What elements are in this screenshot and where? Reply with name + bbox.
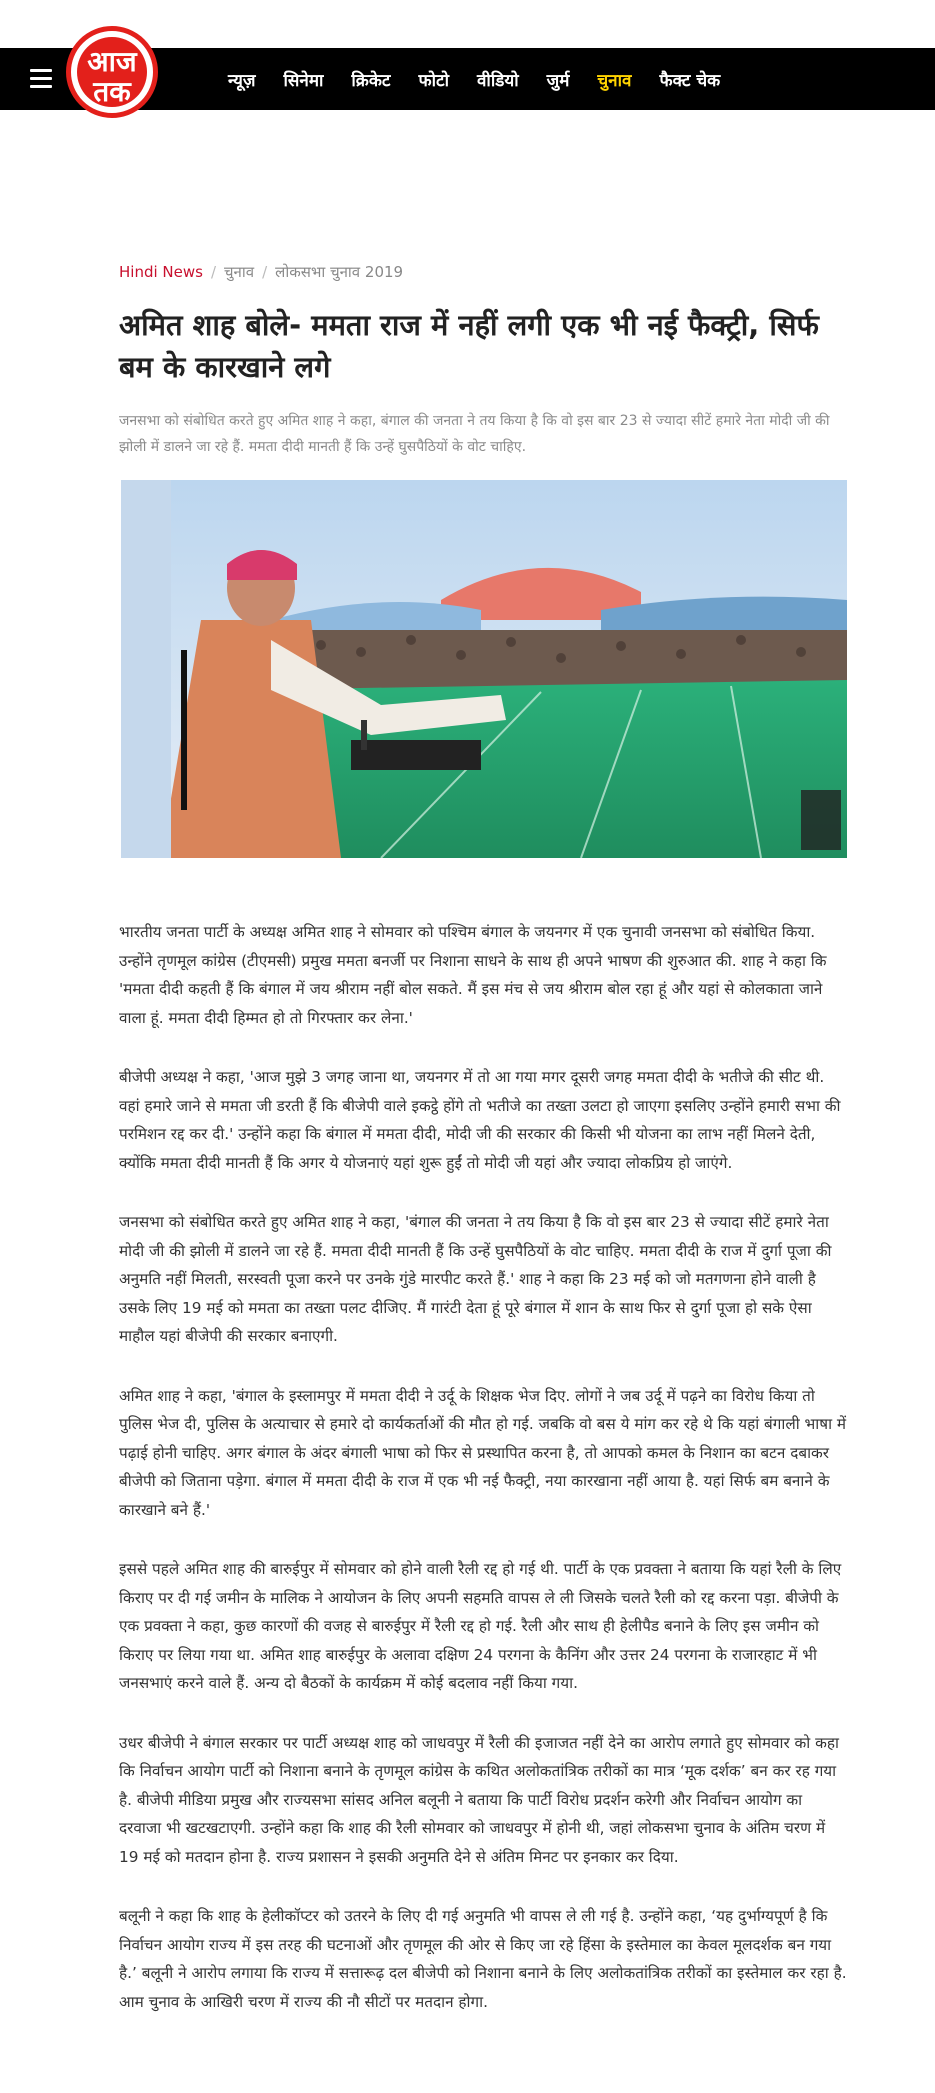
breadcrumb-separator: / bbox=[210, 263, 217, 281]
nav-item-election[interactable]: चुनाव bbox=[597, 70, 632, 91]
main-nav bbox=[228, 48, 748, 110]
logo-line-1: आज bbox=[87, 45, 137, 78]
breadcrumb bbox=[119, 262, 403, 282]
article-body bbox=[119, 918, 849, 2047]
breadcrumb-section[interactable]: चुनाव bbox=[224, 263, 255, 281]
nav-item-cricket[interactable]: क्रिकेट bbox=[351, 70, 391, 91]
nav-item-photo[interactable]: फोटो bbox=[418, 70, 449, 91]
logo-wordmark bbox=[77, 47, 147, 107]
breadcrumb-home[interactable]: Hindi News bbox=[119, 263, 203, 281]
nav-item-crime[interactable]: जुर्म bbox=[546, 70, 570, 91]
article-paragraph: बीजेपी अध्यक्ष ने कहा, 'आज मुझे 3 जगह जाना था, जयनगर में तो आ गया मगर दूसरी जगह ममता दीदी के भतीजे की सीट थी. वहां हमारे जाने से ममता जी डरती हैं कि बीजेपी वाले इकट्ठे होंगे तो भतीजे का तख्ता उलटा हो जाएगा इसलिए उन्होंने हमारी सभा की परमिशन रद्द कर दी.' उन्होंने कहा कि बंगाल में ममता दीदी, मोदी जी की सरकार की किसी भी योजना का लाभ नहीं मिलने देती, क्योंकि ममता दीदी मानती हैं कि अगर ये योजनाएं यहां शुरू हुईं तो मोदी जी यहां और ज्यादा लोकप्रिय हो जाएंगे. bbox=[119, 1068, 841, 1172]
breadcrumb-separator: / bbox=[262, 263, 268, 281]
nav-item-cinema[interactable]: सिनेमा bbox=[283, 70, 324, 91]
article-paragraph: भारतीय जनता पार्टी के अध्यक्ष अमित शाह ने सोमवार को पश्चिम बंगाल के जयनगर में एक चुनावी जनसभा को संबोधित किया. उन्होंने तृणमूल कांग्रेस (टीएमसी) प्रमुख ममता बनर्जी पर निशाना साधने के साथ ही अपने भाषण की शुरुआत की. शाह ने कहा कि 'ममता दीदी कहती हैं कि बंगाल में जय श्रीराम नहीं बोल सकते. मैं इस मंच से जय श्रीराम बोल रहा हूं और यहां से कोलकाता जाने वाला हूं. ममता दीदी हिम्मत हो तो गिरफ्तार कर लेना.' bbox=[119, 923, 827, 1027]
rally-photo-illustration bbox=[121, 480, 847, 858]
article-paragraph: इससे पहले अमित शाह की बारुईपुर में सोमवार को होने वाली रैली रद्द हो गई थी. पार्टी के एक प्रवक्ता ने बताया कि यहां रैली के लिए किराए पर दी गई जमीन के मालिक ने आयोजन के लिए अपनी सहमति वापस ले ली जिसके चलते रैली को रद्द करना पड़ा. बीजेपी के एक प्रवक्ता ने कहा, कुछ कारणों की वजह से बारुईपुर में रैली रद्द हो गई. रैली और साथ ही हेलीपैड बनाने के लिए इस जमीन को किराए पर लिया गया था. अमित शाह बारुईपुर के अलावा दक्षिण 24 परगना के कैनिंग और उत्तर 24 परगना के राजारहाट में भी जनसभाएं करने वाले हैं. अन्य दो बैठकों के कार्यक्रम में कोई बदलाव नहीं किया गया. bbox=[119, 1560, 842, 1692]
logo-line-2: तक bbox=[93, 75, 131, 108]
article-hero-image bbox=[121, 480, 847, 858]
article-paragraph: उधर बीजेपी ने बंगाल सरकार पर पार्टी अध्यक्ष शाह को जाधवपुर में रैली की इजाजत नहीं देने का आरोप लगाते हुए सोमवार को कहा कि निर्वाचन आयोग पार्टी को निशाना बनाने के तृणमूल कांग्रेस के कथित अलोकतांत्रिक तरीकों का मात्र ‘मूक दर्शक’ बन कर रह गया है. बीजेपी मीडिया प्रमुख और राज्यसभा सांसद अनिल बलूनी ने बताया कि पार्टी विरोध प्रदर्शन करेगी और निर्वाचन आयोग का दरवाजा भी खटखटाएगी. उन्होंने कहा कि शाह की रैली सोमवार को जाधवपुर में होनी थी, जहां लोकसभा चुनाव के अंतिम चरण में 19 मई को मतदान होना है. राज्य प्रशासन ने इसकी अनुमति देने से अंतिम मिनट पर इनकार कर दिया. bbox=[119, 1733, 839, 1866]
nav-item-news[interactable]: न्यूज़ bbox=[228, 70, 256, 91]
article-paragraph: अमित शाह ने कहा, 'बंगाल के इस्लामपुर में ममता दीदी ने उर्दू के शिक्षक भेज दिए. लोगों ने जब उर्दू में पढ़ने का विरोध किया तो पुलिस भेज दी, पुलिस के अत्याचार से हमारे दो कार्यकर्ताओं की मौत हो गई. जबकि वो बस ये मांग कर रहे थे कि यहां बंगाली भाषा में पढ़ाई होनी चाहिए. अगर बंगाल के अंदर बंगाली भाषा को फिर से प्रस्थापित करना है, तो आपको कमल के निशान का बटन दबाकर बीजेपी को जिताना पड़ेगा. बंगाल में ममता दीदी के राज में एक भी नई फैक्ट्री, नया कारखाना नहीं आया है. यहां सिर्फ बम बनाने के कारखाने बने हैं.' bbox=[119, 1386, 847, 1519]
breadcrumb-current[interactable]: लोकसभा चुनाव 2019 bbox=[275, 263, 404, 281]
aajtak-logo[interactable] bbox=[66, 26, 158, 118]
nav-item-video[interactable]: वीडियो bbox=[476, 70, 519, 91]
article-summary: जनसभा को संबोधित करते हुए अमित शाह ने कहा, बंगाल की जनता ने तय किया है कि वो इस बार 23 से ज्यादा सीटें हमारे नेता मोदी जी की झोली में डालने जा रहे हैं. ममता दीदी मानती हैं कि उन्हें घुसपैठियों के वोट चाहिए. bbox=[119, 413, 830, 455]
logo-badge bbox=[77, 37, 147, 107]
article-paragraph: बलूनी ने कहा कि शाह के हेलीकॉप्टर को उतरने के लिए दी गई अनुमति भी वापस ले ली गई है. उन्होंने कहा, ‘यह दुर्भाग्यपूर्ण है कि निर्वाचन आयोग राज्य में इस तरह की घटनाओं और तृणमूल की ओर से किए जा रहे हिंसा के इस्तेमाल का केवल मूलदर्शक बन गया है.’ बलूनी ने आरोप लगाया कि राज्य में सत्तारूढ़ दल बीजेपी को निशाना बनाने के लिए अलोकतांत्रिक तरीकों का इस्तेमाल कर रहा है. आम चुनाव के आखिरी चरण में राज्य की नौ सीटों पर मतदान होगा. bbox=[119, 1907, 847, 2011]
article-paragraph: जनसभा को संबोधित करते हुए अमित शाह ने कहा, 'बंगाल की जनता ने तय किया है कि वो इस बार 23 से ज्यादा सीटें हमारे नेता मोदी जी की झोली में डालने जा रहे हैं. ममता दीदी मानती हैं कि उन्हें घुसपैठियों के वोट चाहिए. ममता दीदी के राज में दुर्गा पूजा की अनुमति नहीं मिलती, सरस्वती पूजा करने पर उनके गुंडे मारपीट करते हैं.' शाह ने कहा कि 23 मई को जो मतगणना होने वाली है उसके लिए 19 मई को ममता का तख्ता पलट दीजिए. मैं गारंटी देता हूं पूरे बंगाल में शान के साथ फिर से दुर्गा पूजा हो सके ऐसा माहौल यहां बीजेपी की सरकार बनाएगी. bbox=[119, 1213, 832, 1345]
article-title: अमित शाह बोले- ममता राज में नहीं लगी एक भी नई फैक्ट्री, सिर्फ बम के कारखाने लगे bbox=[119, 308, 819, 384]
hamburger-menu-icon[interactable] bbox=[30, 69, 52, 89]
nav-item-fact-check[interactable]: फैक्ट चेक bbox=[659, 70, 721, 91]
